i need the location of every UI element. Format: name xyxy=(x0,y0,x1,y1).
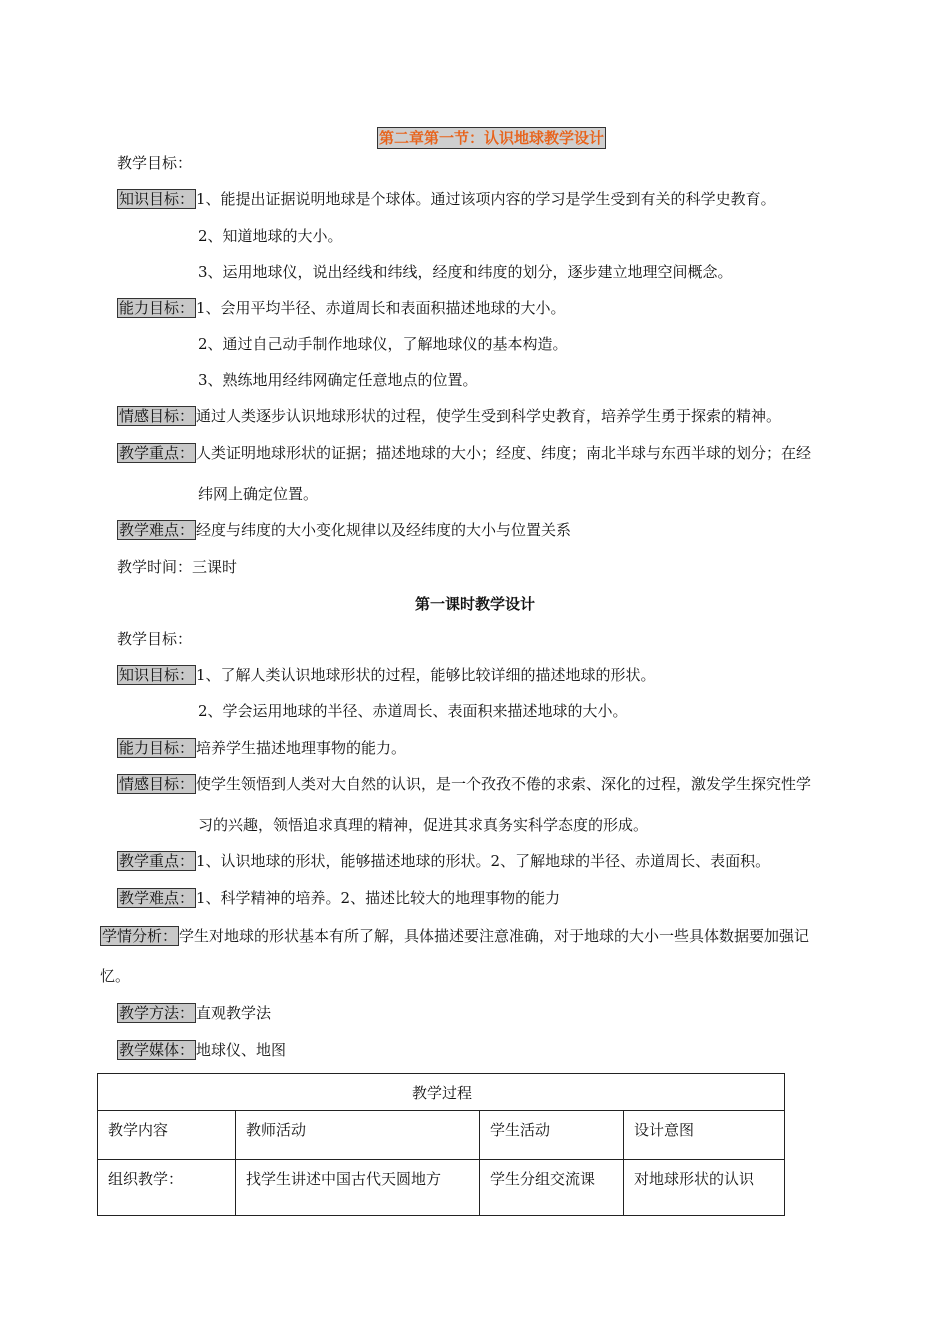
table-header-row xyxy=(98,1111,785,1160)
table-header-cell: 设计意图 xyxy=(624,1111,785,1160)
emotion-objectives-tag: 情感目标： xyxy=(119,407,195,425)
lesson1-knowledge-item: 2、学会运用地球的半径、赤道周长、表面积来描述地球的大小。 xyxy=(198,702,628,720)
table-header-cell: 教学内容 xyxy=(98,1111,236,1160)
lesson1-analysis-row xyxy=(100,926,809,946)
key-points-row xyxy=(117,443,811,463)
lesson1-objectives-label: 教学目标： xyxy=(117,630,193,648)
lesson1-media-text: 地球仪、地图 xyxy=(196,1041,287,1059)
table-header-cell: 学生活动 xyxy=(480,1111,624,1160)
emotion-objectives-row xyxy=(117,406,781,426)
lesson1-analysis-tag: 学情分析： xyxy=(102,927,178,945)
lesson1-analysis-text-cont: 忆。 xyxy=(100,967,131,985)
objectives-label: 教学目标： xyxy=(117,154,193,172)
lesson1-key-points-row xyxy=(117,851,770,871)
document-title: 第二章第一节：认识地球教学设计 xyxy=(379,129,605,147)
key-points-tag: 教学重点： xyxy=(119,444,195,462)
table-cell: 组织教学： xyxy=(98,1160,236,1216)
knowledge-objectives-row xyxy=(117,189,776,209)
ability-item: 3、熟练地用经纬网确定任意地点的位置。 xyxy=(198,371,478,389)
key-points-text-cont: 纬网上确定位置。 xyxy=(198,485,319,503)
table-cell: 学生分组交流课 xyxy=(480,1160,624,1216)
lesson1-key-points-tag: 教学重点： xyxy=(119,852,195,870)
lesson1-difficulties-tag: 教学难点： xyxy=(119,889,195,907)
knowledge-item: 1、能提出证据说明地球是个球体。通过该项内容的学习是学生受到有关的科学史教育。 xyxy=(196,190,776,208)
lesson1-difficulties-text: 1、科学精神的培养。2、描述比较大的地理事物的能力 xyxy=(196,889,561,907)
difficulties-text: 经度与纬度的大小变化规律以及经纬度的大小与位置关系 xyxy=(196,521,572,539)
emotion-text: 通过人类逐步认识地球形状的过程，使学生受到科学史教育，培养学生勇于探索的精神。 xyxy=(196,407,782,425)
lesson1-key-points-text: 1、认识地球的形状，能够描述地球的形状。2、了解地球的半径、赤道周长、表面积。 xyxy=(196,852,771,870)
lesson1-method-row xyxy=(117,1003,271,1023)
lesson1-emotion-tag: 情感目标： xyxy=(119,775,195,793)
table-cell: 找学生讲述中国古代天圆地方 xyxy=(236,1160,480,1216)
teaching-process-table xyxy=(97,1073,785,1216)
lesson1-ability-text: 培养学生描述地理事物的能力。 xyxy=(196,739,407,757)
lesson1-method-tag: 教学方法： xyxy=(119,1004,195,1022)
lesson1-difficulties-row xyxy=(117,888,560,908)
lesson1-ability-row xyxy=(117,738,406,758)
lesson1-knowledge-item: 1、了解人类认识地球形状的过程，能够比较详细的描述地球的形状。 xyxy=(196,666,656,684)
table-cell: 对地球形状的认识 xyxy=(624,1160,785,1216)
lesson1-emotion-row xyxy=(117,774,811,794)
knowledge-objectives-tag: 知识目标： xyxy=(119,190,195,208)
difficulties-row xyxy=(117,520,571,540)
teaching-time: 教学时间：三课时 xyxy=(117,558,238,576)
table-caption: 教学过程 xyxy=(98,1074,785,1111)
lesson1-knowledge-tag: 知识目标： xyxy=(119,666,195,684)
knowledge-item: 2、知道地球的大小。 xyxy=(198,227,343,245)
ability-objectives-row xyxy=(117,298,566,318)
lesson1-method-text: 直观教学法 xyxy=(196,1004,272,1022)
ability-item: 1、会用平均半径、赤道周长和表面积描述地球的大小。 xyxy=(196,299,566,317)
table-row xyxy=(98,1160,785,1216)
lesson1-ability-tag: 能力目标： xyxy=(119,739,195,757)
lesson1-media-row xyxy=(117,1040,286,1060)
ability-item: 2、通过自己动手制作地球仪，了解地球仪的基本构造。 xyxy=(198,335,568,353)
ability-objectives-tag: 能力目标： xyxy=(119,299,195,317)
difficulties-tag: 教学难点： xyxy=(119,521,195,539)
lesson1-analysis-text: 学生对地球的形状基本有所了解，具体描述要注意准确，对于地球的大小一些具体数据要加强记 xyxy=(179,927,810,945)
lesson1-knowledge-row xyxy=(117,665,656,685)
lesson1-media-tag: 教学媒体： xyxy=(119,1041,195,1059)
table-header-cell: 教师活动 xyxy=(236,1111,480,1160)
lesson1-emotion-text-cont: 习的兴趣，领悟追求真理的精神，促进其求真务实科学态度的形成。 xyxy=(198,816,649,834)
key-points-text: 人类证明地球形状的证据；描述地球的大小；经度、纬度；南北半球与东西半球的划分；在经 xyxy=(196,444,812,462)
lesson1-title: 第一课时教学设计 xyxy=(414,595,535,613)
knowledge-item: 3、运用地球仪，说出经线和纬线，经度和纬度的划分，逐步建立地理空间概念。 xyxy=(198,263,733,281)
lesson1-emotion-text: 使学生领悟到人类对大自然的认识，是一个孜孜不倦的求索、深化的过程，激发学生探究性学 xyxy=(196,775,812,793)
